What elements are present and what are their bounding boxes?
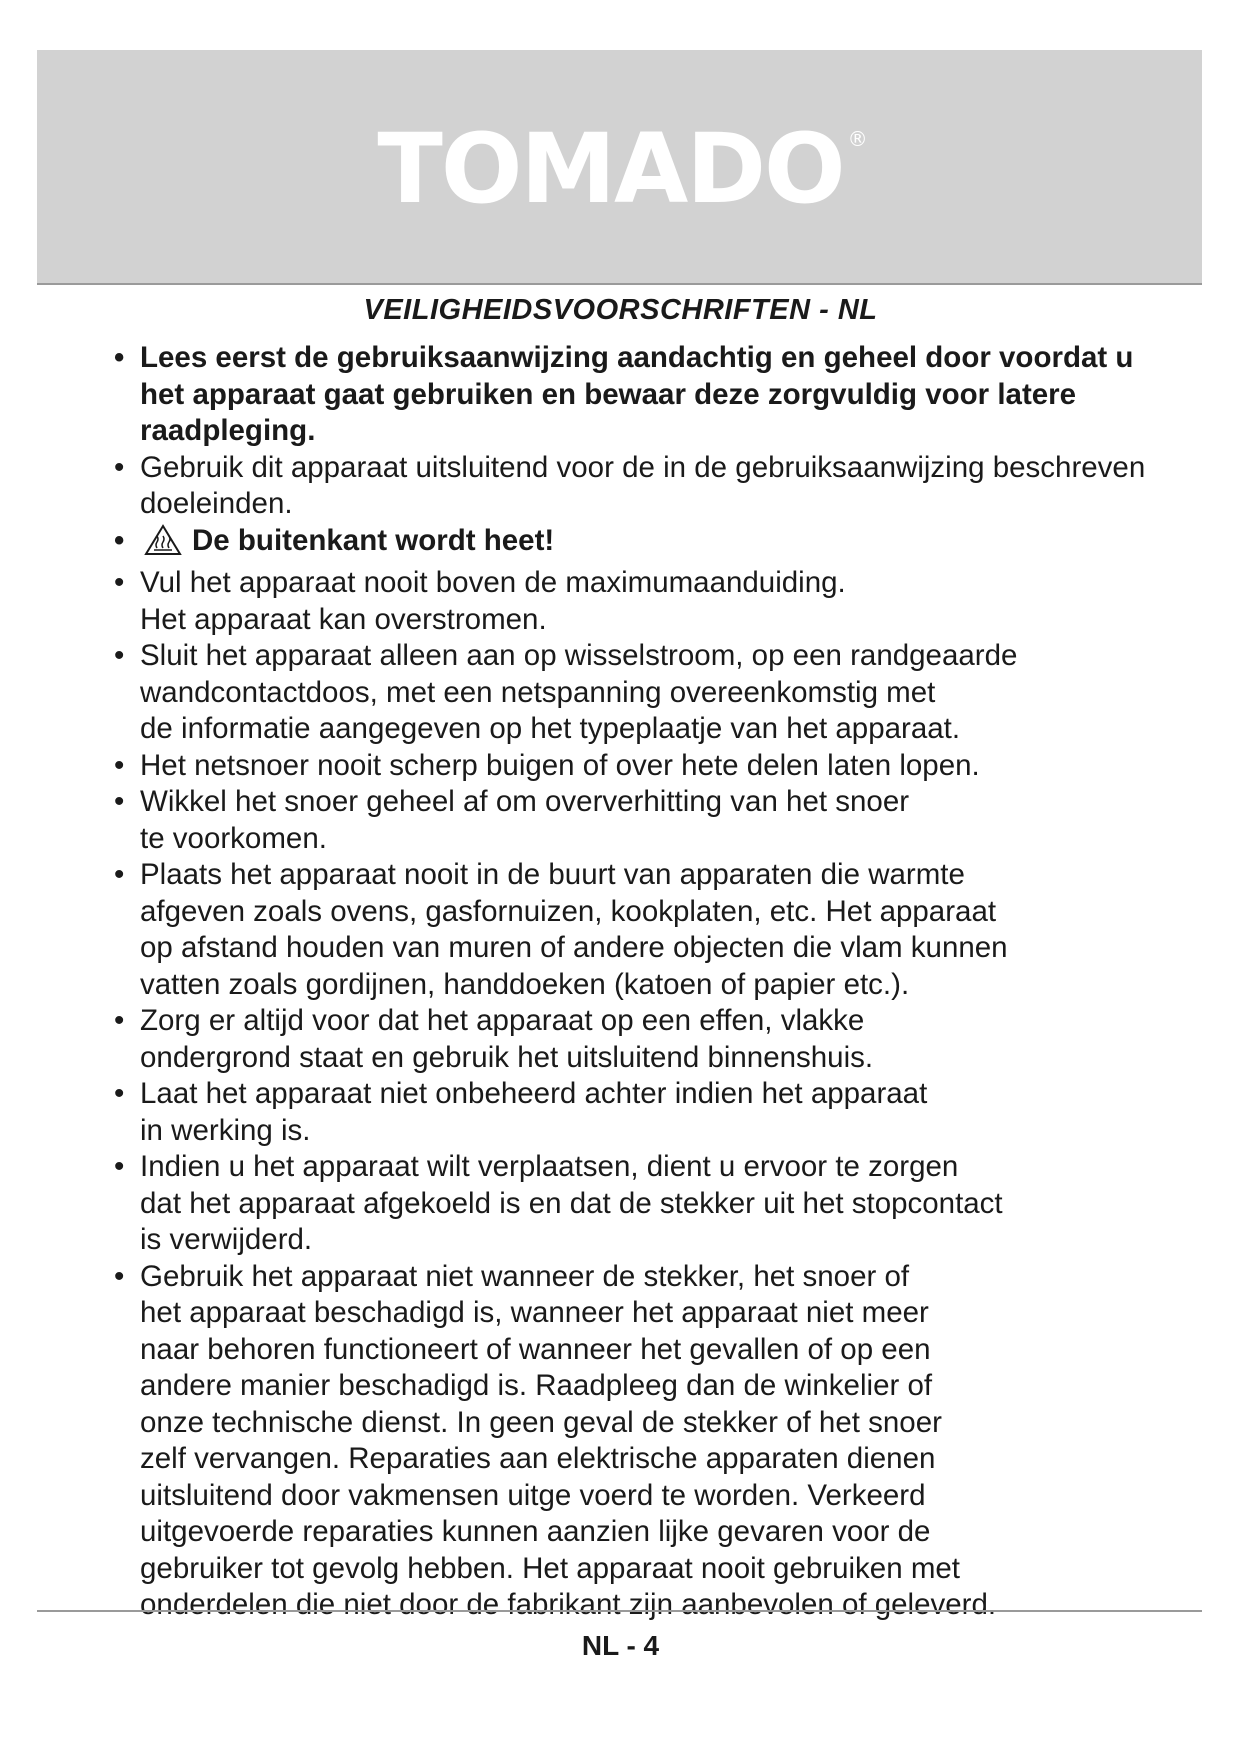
- list-item-line: wandcontactdoos, met een netspanning overeenkomstig met: [140, 675, 936, 709]
- bullet: •: [114, 1077, 125, 1110]
- list-item-text: Gebruik dit apparaat uitsluitend voor de in de gebruiksaanwijzing beschreven doeleinden.: [140, 450, 1146, 520]
- list-item-line: in werking is.: [140, 1113, 311, 1147]
- bullet: •: [114, 1259, 125, 1293]
- list-item-line: het apparaat beschadigd is, wanneer het apparaat niet meer: [140, 1296, 929, 1329]
- list-item-line: te voorkomen.: [140, 821, 327, 855]
- bullet: •: [114, 341, 125, 374]
- registered-mark: ®: [847, 126, 866, 151]
- list-item-line: andere manier beschadigd is. Raadpleeg dan de winkelier of: [140, 1369, 933, 1402]
- list-item-line: Gebruik het apparaat niet wanneer de stekker, het snoer of: [140, 1259, 910, 1293]
- bullet: •: [114, 1150, 125, 1183]
- list-item-line: uitgevoerde reparaties kunnen aanzien lijke gevaren voor de: [140, 1515, 931, 1548]
- bullet: •: [114, 748, 125, 782]
- list-item-line: Plaats het apparaat nooit in de buurt van apparaten die warmte: [140, 858, 965, 891]
- list-item-line: vatten zoals gordijnen, handdoeken (katoen of papier etc.).: [140, 967, 910, 1001]
- page-title: VEILIGHEIDSVOORSCHRIFTEN - NL: [363, 294, 878, 326]
- list-item: [114, 1149, 1154, 1259]
- list-item-line: op afstand houden van muren of andere objecten die vlam kunnen: [140, 931, 1008, 964]
- brand-header: [37, 50, 1202, 285]
- bullet: •: [114, 858, 125, 891]
- list-item-line: de informatie aangegeven op het typeplaatje van het apparaat.: [140, 712, 961, 745]
- bullet: •: [114, 785, 125, 818]
- list-item-line: dat het apparaat afgekoeld is en dat de stekker uit het stopcontact: [140, 1186, 1003, 1220]
- list-item-line: uitsluitend door vakmensen uitge voerd te worden. Verkeerd: [140, 1478, 926, 1512]
- list-item-line: Het apparaat kan overstromen.: [140, 602, 547, 636]
- list-item-line: Sluit het apparaat alleen aan op wisselstroom, op een randgeaarde: [140, 639, 1018, 672]
- list-item-line: Wikkel het snoer geheel af om oververhitting van het snoer: [140, 785, 910, 818]
- list-item-line: Zorg er altijd voor dat het apparaat op een effen, vlakke: [140, 1004, 865, 1037]
- list-item-line: onderdelen die niet door de fabrikant zijn aanbevolen of geleverd.: [140, 1588, 997, 1621]
- list-item-line: gebruiker tot gevolg hebben. Het apparaat nooit gebruiken met: [140, 1551, 960, 1585]
- list-item: [114, 523, 1154, 566]
- list-item-line: afgeven zoals ovens, gasfornuizen, kookplaten, etc. Het apparaat: [140, 894, 997, 928]
- bullet: •: [114, 639, 125, 672]
- list-item: [114, 565, 1154, 638]
- list-item-line: Indien u het apparaat wilt verplaatsen, dient u ervoor te zorgen: [140, 1150, 959, 1183]
- list-item-line: naar behoren functioneert of wanneer het gevallen of op een: [140, 1332, 931, 1366]
- hot-surface-warning-icon: [144, 524, 182, 566]
- list-item-line: ondergrond staat en gebruik het uitsluitend binnenshuis.: [140, 1040, 874, 1074]
- list-item: [114, 450, 1154, 523]
- brand-logo: [377, 112, 866, 225]
- bullet: •: [114, 450, 125, 484]
- bullet: •: [114, 566, 125, 599]
- bullet: •: [114, 523, 125, 557]
- footer-divider: [37, 1610, 1202, 1612]
- safety-instructions-list: [114, 340, 1154, 1624]
- list-item-text: Het netsnoer nooit scherp buigen of over hete delen laten lopen.: [140, 748, 980, 782]
- list-item-text: De buitenkant wordt heet!: [192, 523, 555, 557]
- list-item: [114, 340, 1154, 450]
- brand-name: TOMADO: [377, 112, 844, 225]
- list-item: [114, 784, 1154, 857]
- list-item: [114, 1076, 1154, 1149]
- list-item-line: Vul het apparaat nooit boven de maximumaanduiding.: [140, 566, 846, 599]
- page-number: NL - 4: [581, 1630, 660, 1661]
- list-item: [114, 857, 1154, 1003]
- list-item: [114, 1003, 1154, 1076]
- list-item: [114, 638, 1154, 748]
- list-item-text: Lees eerst de gebruiksaanwijzing aandachtig en geheel door voordat u het apparaat gaat gebruiken en bewaar deze zorgvuldig voor latere raadpleging.: [140, 341, 1134, 447]
- list-item-line: onze technische dienst. In geen geval de stekker of het snoer: [140, 1405, 942, 1439]
- list-item-line: Laat het apparaat niet onbeheerd achter indien het apparaat: [140, 1077, 928, 1110]
- list-item: [114, 748, 1154, 785]
- list-item-line: is verwijderd.: [140, 1223, 313, 1256]
- bullet: •: [114, 1004, 125, 1037]
- list-item: [114, 1259, 1154, 1624]
- list-item-line: zelf vervangen. Reparaties aan elektrische apparaten dienen: [140, 1442, 936, 1475]
